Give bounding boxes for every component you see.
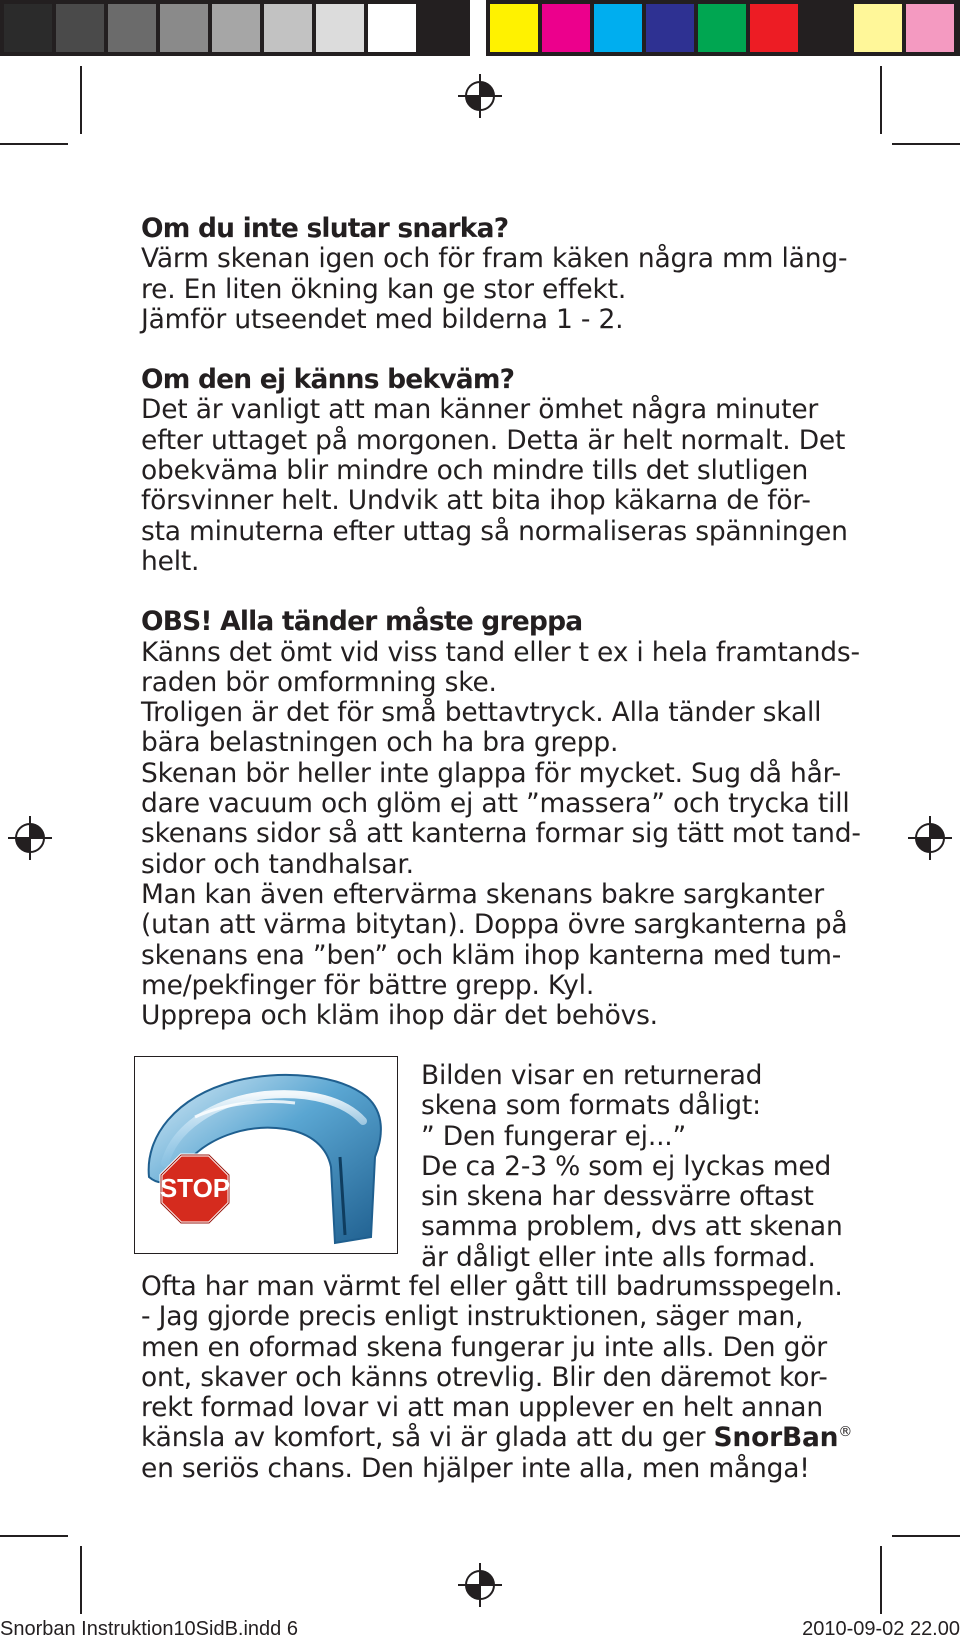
text-line: Värm skenan igen och för fram käken några mm läng- <box>141 243 848 275</box>
text-line: Skenan bör heller inte glappa för mycket. Sug då hår- <box>141 757 841 789</box>
gray-swatch <box>56 4 104 52</box>
gray-swatch <box>160 4 208 52</box>
section-obs <box>141 606 861 1032</box>
text-line: skenans ena ”ben” och kläm ihop kanterna med tum- <box>141 939 842 971</box>
text-line: bära belastningen och ha bra grepp. <box>141 727 619 759</box>
text-line: sta minuterna efter uttag så normaliseras spänningen <box>141 515 848 547</box>
grayscale-color-bar <box>0 0 470 56</box>
text-line <box>141 1422 853 1454</box>
crop-mark <box>880 66 882 134</box>
mouthguard-figure <box>134 1056 398 1254</box>
crop-mark <box>0 143 68 145</box>
gray-swatch <box>212 4 260 52</box>
section-heading: Om den ej känns bekväm? <box>141 364 515 396</box>
brand-name: SnorBan <box>713 1422 839 1454</box>
color-swatch <box>750 4 798 52</box>
crop-mark <box>892 1535 960 1537</box>
stop-sign-text: STOP <box>159 1173 231 1203</box>
footer-timestamp: 2010-09-02 22.00 <box>802 1618 960 1640</box>
crop-mark <box>892 143 960 145</box>
text-line: Det är vanligt att man känner ömhet några minuter <box>141 394 819 426</box>
crop-mark <box>0 1535 68 1537</box>
text-fragment: känsla av komfort, så vi är glada att du ger <box>141 1422 714 1454</box>
section-comfort <box>141 364 848 577</box>
section-heading: OBS! Alla tänder måste greppa <box>141 606 583 638</box>
process-color-bar <box>486 0 960 56</box>
text-line: Troligen är det för små bettavtryck. Alla tänder skall <box>141 697 822 729</box>
color-swatch <box>854 4 902 52</box>
color-swatch <box>490 4 538 52</box>
text-line: raden bör omformning ske. <box>141 666 497 698</box>
gray-swatch <box>4 4 52 52</box>
text-line: är dåligt eller inte alls formad. <box>421 1241 816 1273</box>
text-line: Känns det ömt vid viss tand eller t ex i hela framtands- <box>141 636 860 668</box>
registration-mark-icon <box>8 816 52 860</box>
color-swatch <box>646 4 694 52</box>
text-line: samma problem, dvs att skenan <box>421 1211 843 1243</box>
color-swatch <box>698 4 746 52</box>
text-line: sidor och tandhalsar. <box>141 848 414 880</box>
text-line: Jämför utseendet med bilderna 1 - 2. <box>141 303 624 335</box>
registration-mark-icon <box>908 816 952 860</box>
figure-caption <box>421 1060 843 1273</box>
main-text <box>141 213 861 1032</box>
text-line: Bilden visar en returnerad <box>421 1060 763 1091</box>
text-line: försvinner helt. Undvik att bita ihop käkarna de för- <box>141 485 811 517</box>
text-line: skena som formats dåligt: <box>421 1090 761 1122</box>
text-line: ont, skaver och känns otrevlig. Blir den däremot kor- <box>141 1361 828 1393</box>
color-swatch <box>594 4 642 52</box>
registration-mark-icon <box>458 1563 502 1607</box>
text-line: ” Den fungerar ej...” <box>421 1120 687 1152</box>
gray-swatch <box>368 4 416 52</box>
gray-swatch <box>264 4 312 52</box>
color-swatch <box>802 4 850 52</box>
text-line: efter uttaget på morgonen. Detta är helt normalt. Det <box>141 424 846 456</box>
text-line: helt. <box>141 545 200 577</box>
closing-paragraph <box>141 1271 853 1484</box>
text-line: dare vacuum och glöm ej att ”massera” och trycka till <box>141 788 850 820</box>
crop-mark <box>880 1546 882 1614</box>
text-line: rekt formad lovar vi att man upplever en helt annan <box>141 1392 823 1424</box>
text-line: Man kan även eftervärma skenans bakre sargkanter <box>141 878 824 910</box>
gray-swatch <box>108 4 156 52</box>
text-line: Upprepa och kläm ihop där det behövs. <box>141 1000 658 1032</box>
text-line: me/pekfinger för bättre grepp. Kyl. <box>141 969 595 1001</box>
crop-mark <box>80 66 82 134</box>
text-line: sin skena har dessvärre oftast <box>421 1181 814 1213</box>
color-swatch <box>906 4 954 52</box>
mouthguard-illustration <box>135 1057 396 1252</box>
text-line: De ca 2-3 % som ej lyckas med <box>421 1150 832 1182</box>
text-line: (utan att värma bitytan). Doppa övre sargkanterna på <box>141 909 848 941</box>
text-line: re. En liten ökning kan ge stor effekt. <box>141 273 627 305</box>
color-swatch <box>542 4 590 52</box>
text-line: - Jag gjorde precis enligt instruktionen, säger man, <box>141 1301 804 1333</box>
section-heading: Om du inte slutar snarka? <box>141 213 509 244</box>
registered-mark: ® <box>838 1424 853 1441</box>
footer-file-name: Snorban Instruktion10SidB.indd 6 <box>0 1618 298 1640</box>
text-line: men en oformad skena fungerar ju inte alls. Den gör <box>141 1331 827 1363</box>
registration-mark-icon <box>458 74 502 118</box>
text-line: Ofta har man värmt fel eller gått till badrumsspegeln. <box>141 1271 843 1302</box>
text-line: skenans sidor så att kanterna formar sig tätt mot tand- <box>141 818 861 850</box>
gray-swatch <box>316 4 364 52</box>
text-line: obekväma blir mindre och mindre tills det slutligen <box>141 455 809 487</box>
text-line: en seriös chans. Den hjälper inte alla, men många! <box>141 1452 810 1484</box>
stop-sign-icon <box>160 1155 230 1223</box>
section-snore <box>141 213 848 335</box>
crop-mark <box>80 1546 82 1614</box>
